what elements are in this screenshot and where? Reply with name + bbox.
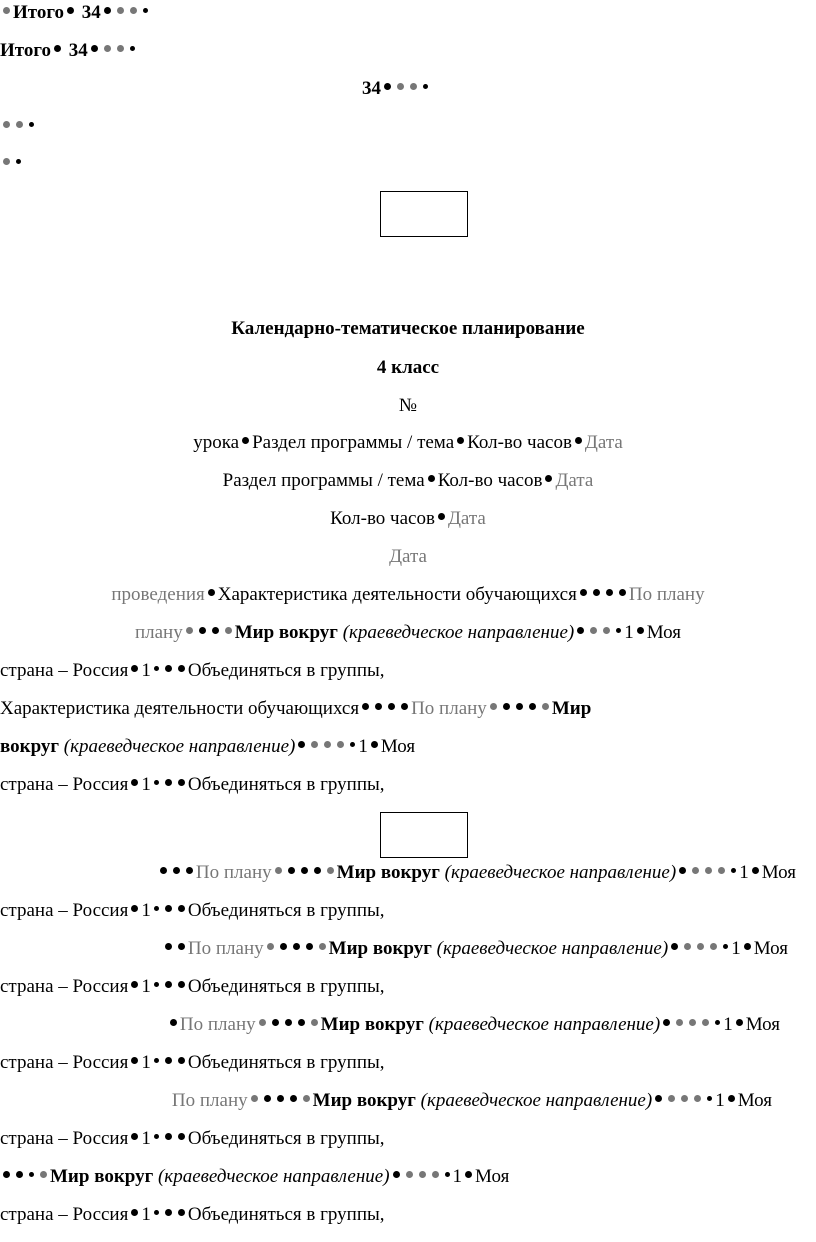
bullet-icon [445,1172,450,1177]
bullet-icon [465,1171,472,1178]
bullet-icon [186,867,193,874]
bullet-icon [428,475,435,482]
bullet-icon [67,7,74,14]
bullet-icon [575,437,582,444]
bullet-icon [104,45,111,52]
bullet-icon [410,83,417,90]
empty-frame [380,812,468,858]
bullet-icon [225,627,232,634]
grade-label: 4 класс [376,357,440,378]
header-row-4: Дата [389,546,427,567]
header-row-5: проведения Характеристика деятельности обучающихся По плану [111,584,705,605]
bullet-icon [165,943,172,950]
row-line-4: По плану Мир вокруг (краеведческое направление) 1 Моя [0,862,796,884]
row-line-3: вокруг (краеведческое направление) 1 Моя [0,736,416,757]
bullet-icon [131,1133,138,1140]
bullet-icon [705,867,712,874]
bullet-icon [311,1019,318,1026]
bullet-icon [267,943,274,950]
bullet-icon [29,1172,34,1177]
bullet-icon [3,1171,10,1178]
bullet-icon [744,943,751,950]
bullet-icon [131,1209,138,1216]
bullet-icon [277,1095,284,1102]
bullet-icon [154,982,159,987]
bullet-icon [490,703,497,710]
bullet-icon [165,905,172,912]
bullet-icon [728,1095,735,1102]
header-row-2: Раздел программы / тема Кол-во часов Дата [222,470,594,491]
bullet-icon [362,703,369,710]
bullet-icon [319,943,326,950]
bullet-icon [516,703,523,710]
bullet-icon [438,513,445,520]
bullet-icon [131,981,138,988]
row-cont-3: страна – Россия 1 Объединяться в группы, [0,900,385,921]
bullet-icon [54,45,61,52]
bullet-icon [684,943,691,950]
bullet-icon [384,83,391,90]
bullet-icon [3,7,10,14]
header-row-3: Кол-во часов Дата [330,508,486,529]
bullet-icon [545,475,552,482]
bullet-icon [590,627,597,634]
bullet-icon [710,943,717,950]
bullet-icon [423,84,428,89]
bullet-icon [117,45,124,52]
row-line-7: По плану Мир вокруг (краеведческое направление) 1 Моя [171,1090,772,1111]
row-line-6: По плану Мир вокруг (краеведческое направление) 1 Моя [0,1014,780,1036]
bullet-icon [324,741,331,748]
bullet-icon [212,627,219,634]
bullet-icon [298,1019,305,1026]
bullet-icon [259,1019,266,1026]
bullet-icon [718,867,725,874]
bullet-icon [577,627,584,634]
row-cont-6: страна – Россия 1 Объединяться в группы, [0,1128,385,1149]
bullet-icon [298,741,305,748]
bullet-icon [29,122,34,127]
row-cont-1: страна – Россия 1 Объединяться в группы, [0,660,385,681]
header-row-1: урока Раздел программы / тема Кол-во часов Дата [193,432,623,453]
bullet-icon [731,868,736,873]
bullet-icon [178,665,185,672]
bullet-icon [170,1019,177,1026]
bullet-icon [707,1096,712,1101]
bullet-icon [637,627,644,634]
bullet-line-2 [0,153,816,175]
bullet-icon [542,703,549,710]
bullet-icon [327,867,334,874]
bullet-icon [154,666,159,671]
bullet-icon [165,779,172,786]
bullet-icon [154,1134,159,1139]
bullet-icon [40,1171,47,1178]
bullet-icon [655,1095,662,1102]
bullet-icon [178,1133,185,1140]
bullet-icon [130,46,135,51]
bullet-icon [679,867,686,874]
bullet-icon [131,665,138,672]
page-title: Календарно-тематическое планирование [231,318,585,339]
bullet-icon [288,867,295,874]
bullet-icon [131,1057,138,1064]
bullet-icon [593,589,600,596]
bullet-icon [16,121,23,128]
bullet-icon [16,159,21,164]
bullet-icon [350,742,355,747]
bullet-icon [165,1057,172,1064]
bullet-icon [668,1095,675,1102]
bullet-icon [165,1209,172,1216]
bullet-icon [702,1019,709,1026]
bullet-icon [280,943,287,950]
bullet-icon [619,589,626,596]
bullet-icon [178,1057,185,1064]
row-cont-5: страна – Россия 1 Объединяться в группы, [0,1052,385,1073]
bullet-icon [293,943,300,950]
bullet-icon [117,7,124,14]
bullet-icon [663,1019,670,1026]
bullet-icon [186,627,193,634]
bullet-icon [337,741,344,748]
bullet-icon [681,1095,688,1102]
bullet-icon [131,905,138,912]
bullet-icon [208,589,215,596]
bullet-icon [694,1095,701,1102]
bullet-icon [290,1095,297,1102]
bullet-icon [715,1020,720,1025]
bullet-icon [130,7,137,14]
bullet-icon [406,1171,413,1178]
header-row-6: плану Мир вокруг (краеведческое направление) 1 Моя [134,622,682,643]
bullet-icon [154,906,159,911]
header-line-2: Итого 34 [0,40,816,62]
bullet-icon [251,1095,258,1102]
number-sign: № [398,395,418,416]
bullet-icon [692,867,699,874]
bullet-icon [16,1171,23,1178]
bullet-icon [375,703,382,710]
bullet-icon [173,867,180,874]
bullet-icon [401,703,408,710]
bullet-icon [371,741,378,748]
bullet-icon [285,1019,292,1026]
header-line-3: 34 [362,78,431,100]
bullet-icon [697,943,704,950]
bullet-icon [272,1019,279,1026]
bullet-icon [457,437,464,444]
bullet-icon [178,943,185,950]
bullet-icon [242,437,249,444]
row-line-2: Характеристика деятельности обучающихся По плану Мир [0,698,592,719]
bullet-icon [503,703,510,710]
bullet-line-1 [0,116,816,138]
bullet-icon [154,1058,159,1063]
bullet-icon [689,1019,696,1026]
bullet-icon [752,867,759,874]
bullet-icon [314,867,321,874]
bullet-icon [154,780,159,785]
bullet-icon [131,779,138,786]
bullet-icon [432,1171,439,1178]
bullet-icon [3,121,10,128]
row-line-5: По плану Мир вокруг (краеведческое направление) 1 Моя [0,938,788,960]
bullet-icon [154,1210,159,1215]
bullet-icon [160,867,167,874]
row-cont-2: страна – Россия 1 Объединяться в группы, [0,774,385,795]
bullet-icon [393,1171,400,1178]
bullet-icon [311,741,318,748]
bullet-icon [723,944,728,949]
bullet-icon [388,703,395,710]
bullet-icon [529,703,536,710]
bullet-icon [165,1133,172,1140]
bullet-icon [580,589,587,596]
bullet-icon [603,627,610,634]
bullet-icon [275,867,282,874]
bullet-icon [178,1209,185,1216]
bullet-icon [397,83,404,90]
bullet-icon [671,943,678,950]
bullet-icon [676,1019,683,1026]
bullet-icon [736,1019,743,1026]
empty-frame [380,191,468,237]
bullet-icon [178,905,185,912]
row-cont-4: страна – Россия 1 Объединяться в группы, [0,976,385,997]
bullet-icon [3,158,10,165]
bullet-icon [165,665,172,672]
bullet-icon [178,779,185,786]
row-cont-7: страна – Россия 1 Объединяться в группы, [0,1204,385,1225]
bullet-icon [264,1095,271,1102]
row-line-8: Мир вокруг (краеведческое направление) 1 Моя [0,1166,816,1188]
bullet-icon [91,45,98,52]
bullet-icon [165,981,172,988]
header-line-1: Итого 34 [0,2,816,24]
bullet-icon [143,8,148,13]
bullet-icon [199,627,206,634]
bullet-icon [104,7,111,14]
bullet-icon [419,1171,426,1178]
bullet-icon [178,981,185,988]
bullet-icon [301,867,308,874]
bullet-icon [606,589,613,596]
bullet-icon [303,1095,310,1102]
bullet-icon [306,943,313,950]
bullet-icon [616,628,621,633]
